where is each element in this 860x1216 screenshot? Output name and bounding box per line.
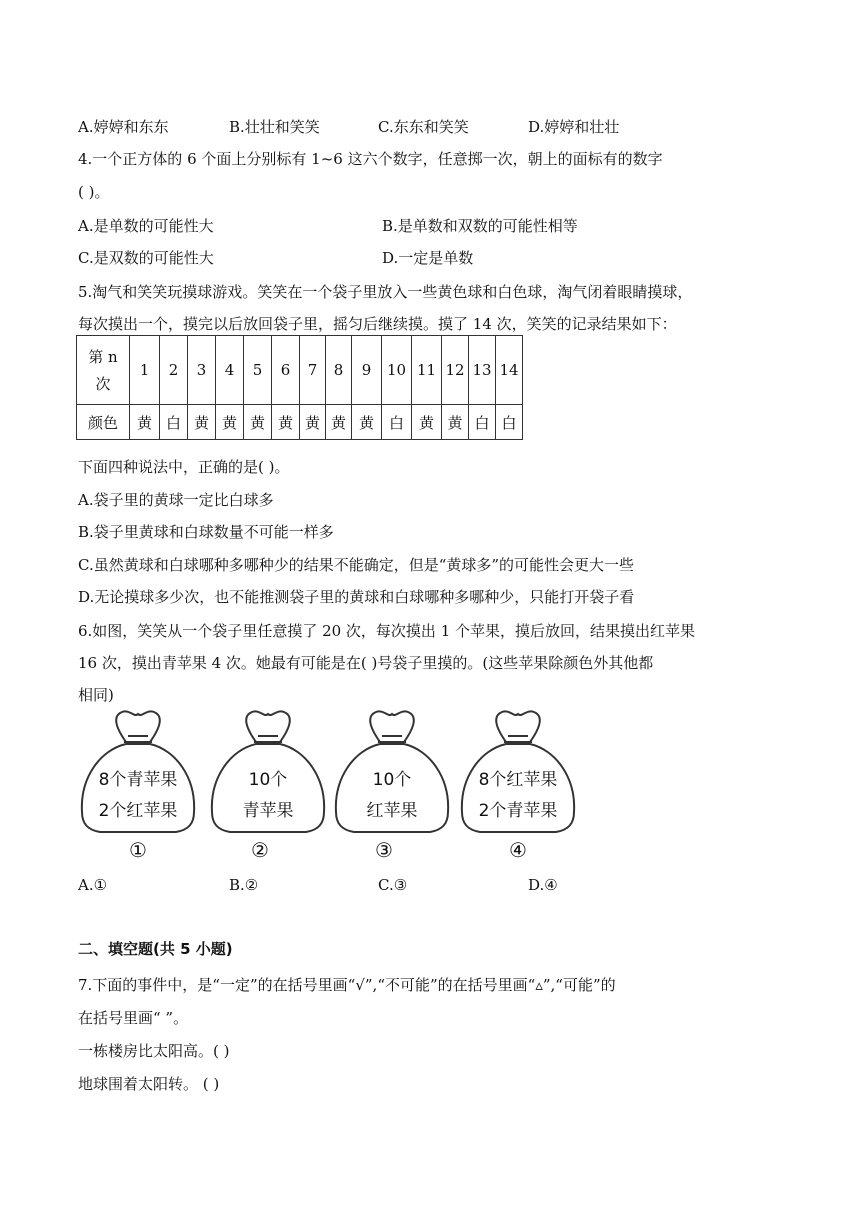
- number-cell: 9: [352, 336, 382, 405]
- header-label-line1: 第 n: [88, 348, 118, 366]
- q6-option-d: D.④: [528, 876, 558, 894]
- number-cell: 6: [272, 336, 300, 405]
- q5-option-a: A.袋子里的黄球一定比白球多: [78, 491, 274, 509]
- q4-option-a: A.是单数的可能性大: [78, 217, 214, 235]
- q3-option-c: C.东东和笑笑: [378, 118, 469, 136]
- number-cell: 13: [469, 336, 496, 405]
- color-cell: 白: [496, 405, 523, 440]
- color-cell: 黄: [272, 405, 300, 440]
- q6-option-c: C.③: [378, 876, 408, 894]
- number-cell: 10: [382, 336, 412, 405]
- number-cell: 8: [326, 336, 352, 405]
- record-table: [76, 335, 523, 440]
- q5-stem-line2: 每次摸出一个，摸完以后放回袋子里，摇匀后继续摸。摸了 14 次，笑笑的记录结果如下：: [78, 315, 677, 333]
- table-row-number: [77, 336, 523, 405]
- number-cell: 11: [412, 336, 442, 405]
- q7-stem-line2: 在括号里画“ ”。: [78, 1009, 189, 1027]
- q6-option-a: A.①: [78, 876, 108, 894]
- q5-option-d: D.无论摸球多少次，也不能推测袋子里的黄球和白球哪种多哪种少，只能打开袋子看: [78, 588, 635, 606]
- q5-option-c: C.虽然黄球和白球哪种多哪种少的结果不能确定，但是“黄球多”的可能性会更大一些: [78, 556, 635, 574]
- row-label-cell: 颜色: [77, 405, 130, 440]
- q6-stem-line3: 相同): [78, 686, 114, 704]
- color-cell: 黄: [326, 405, 352, 440]
- number-cell: 14: [496, 336, 523, 405]
- bag-1-line1: 8个青苹果: [98, 770, 178, 790]
- q5-option-b: B.袋子里黄球和白球数量不可能一样多: [78, 523, 334, 541]
- q3-option-a: A.婷婷和东东: [78, 118, 169, 136]
- q7-item-2: 地球围着太阳转。 ( ): [78, 1075, 220, 1093]
- color-cell: 黄: [216, 405, 244, 440]
- bag-1-number: ①: [129, 838, 147, 862]
- bag-2-number: ②: [251, 838, 269, 862]
- bag-3-line1: 10个: [372, 770, 412, 790]
- number-cell: 4: [216, 336, 244, 405]
- number-cell: 12: [442, 336, 469, 405]
- bag-1-line2: 2个红苹果: [98, 801, 178, 821]
- color-cell: 白: [160, 405, 188, 440]
- section-title: 二、填空题(共 5 小题): [78, 940, 233, 958]
- bag-4-line2: 2个青苹果: [478, 801, 558, 821]
- color-cell: 白: [382, 405, 412, 440]
- q4-option-d: D.一定是单数: [382, 249, 474, 267]
- table-row-color: [77, 405, 523, 440]
- number-cell: 1: [130, 336, 160, 405]
- color-cell: 黄: [188, 405, 216, 440]
- q6-stem-line1: 6.如图，笑笑从一个袋子里任意摸了 20 次，每次摸出 1 个苹果，摸后放回，结果摸出红苹果: [78, 622, 696, 640]
- color-cell: 黄: [300, 405, 326, 440]
- q3-option-d: D.婷婷和壮壮: [528, 118, 620, 136]
- header-label-line2: 次: [95, 375, 111, 393]
- q6-stem-line2: 16 次，摸出青苹果 4 次。她最有可能是在( )号袋子里摸的。(这些苹果除颜色外其他都: [78, 654, 654, 672]
- q5-stem-line1: 5.淘气和笑笑玩摸球游戏。笑笑在一个袋子里放入一些黄色球和白色球，淘气闭着眼睛摸球，: [78, 283, 693, 301]
- color-cell: 黄: [244, 405, 272, 440]
- color-cell: 黄: [352, 405, 382, 440]
- number-cell: 7: [300, 336, 326, 405]
- bag-4-line1: 8个红苹果: [478, 770, 558, 790]
- number-cell: 3: [188, 336, 216, 405]
- bag-4-number: ④: [509, 838, 527, 862]
- color-cell: 黄: [442, 405, 469, 440]
- bag-2-line1: 10个: [248, 770, 288, 790]
- q7-stem-line1: 7.下面的事件中，是“一定”的在括号里画“√”,“不可能”的在括号里画“▵”,“可能”的: [78, 976, 616, 994]
- q4-stem: 4.一个正方体的 6 个面上分别标有 1~6 这六个数字，任意掷一次，朝上的面标有的数字: [78, 150, 663, 168]
- number-cell: 5: [244, 336, 272, 405]
- bag-3-number: ③: [375, 838, 393, 862]
- q4-option-b: B.是单数和双数的可能性相等: [382, 217, 578, 235]
- q5-question: 下面四种说法中，正确的是( )。: [78, 458, 290, 476]
- header-label-cell: [77, 336, 130, 405]
- q6-option-b: B.②: [229, 876, 259, 894]
- q4-blank: ( )。: [78, 183, 110, 201]
- bag-2-line2: 青苹果: [242, 801, 294, 821]
- color-cell: 黄: [130, 405, 160, 440]
- bag-3-line2: 红苹果: [366, 801, 418, 821]
- number-cell: 2: [160, 336, 188, 405]
- color-cell: 白: [469, 405, 496, 440]
- q3-option-b: B.壮壮和笑笑: [229, 118, 320, 136]
- color-cell: 黄: [412, 405, 442, 440]
- q4-option-c: C.是双数的可能性大: [78, 249, 214, 267]
- q7-item-1: 一栋楼房比太阳高。( ): [78, 1042, 230, 1060]
